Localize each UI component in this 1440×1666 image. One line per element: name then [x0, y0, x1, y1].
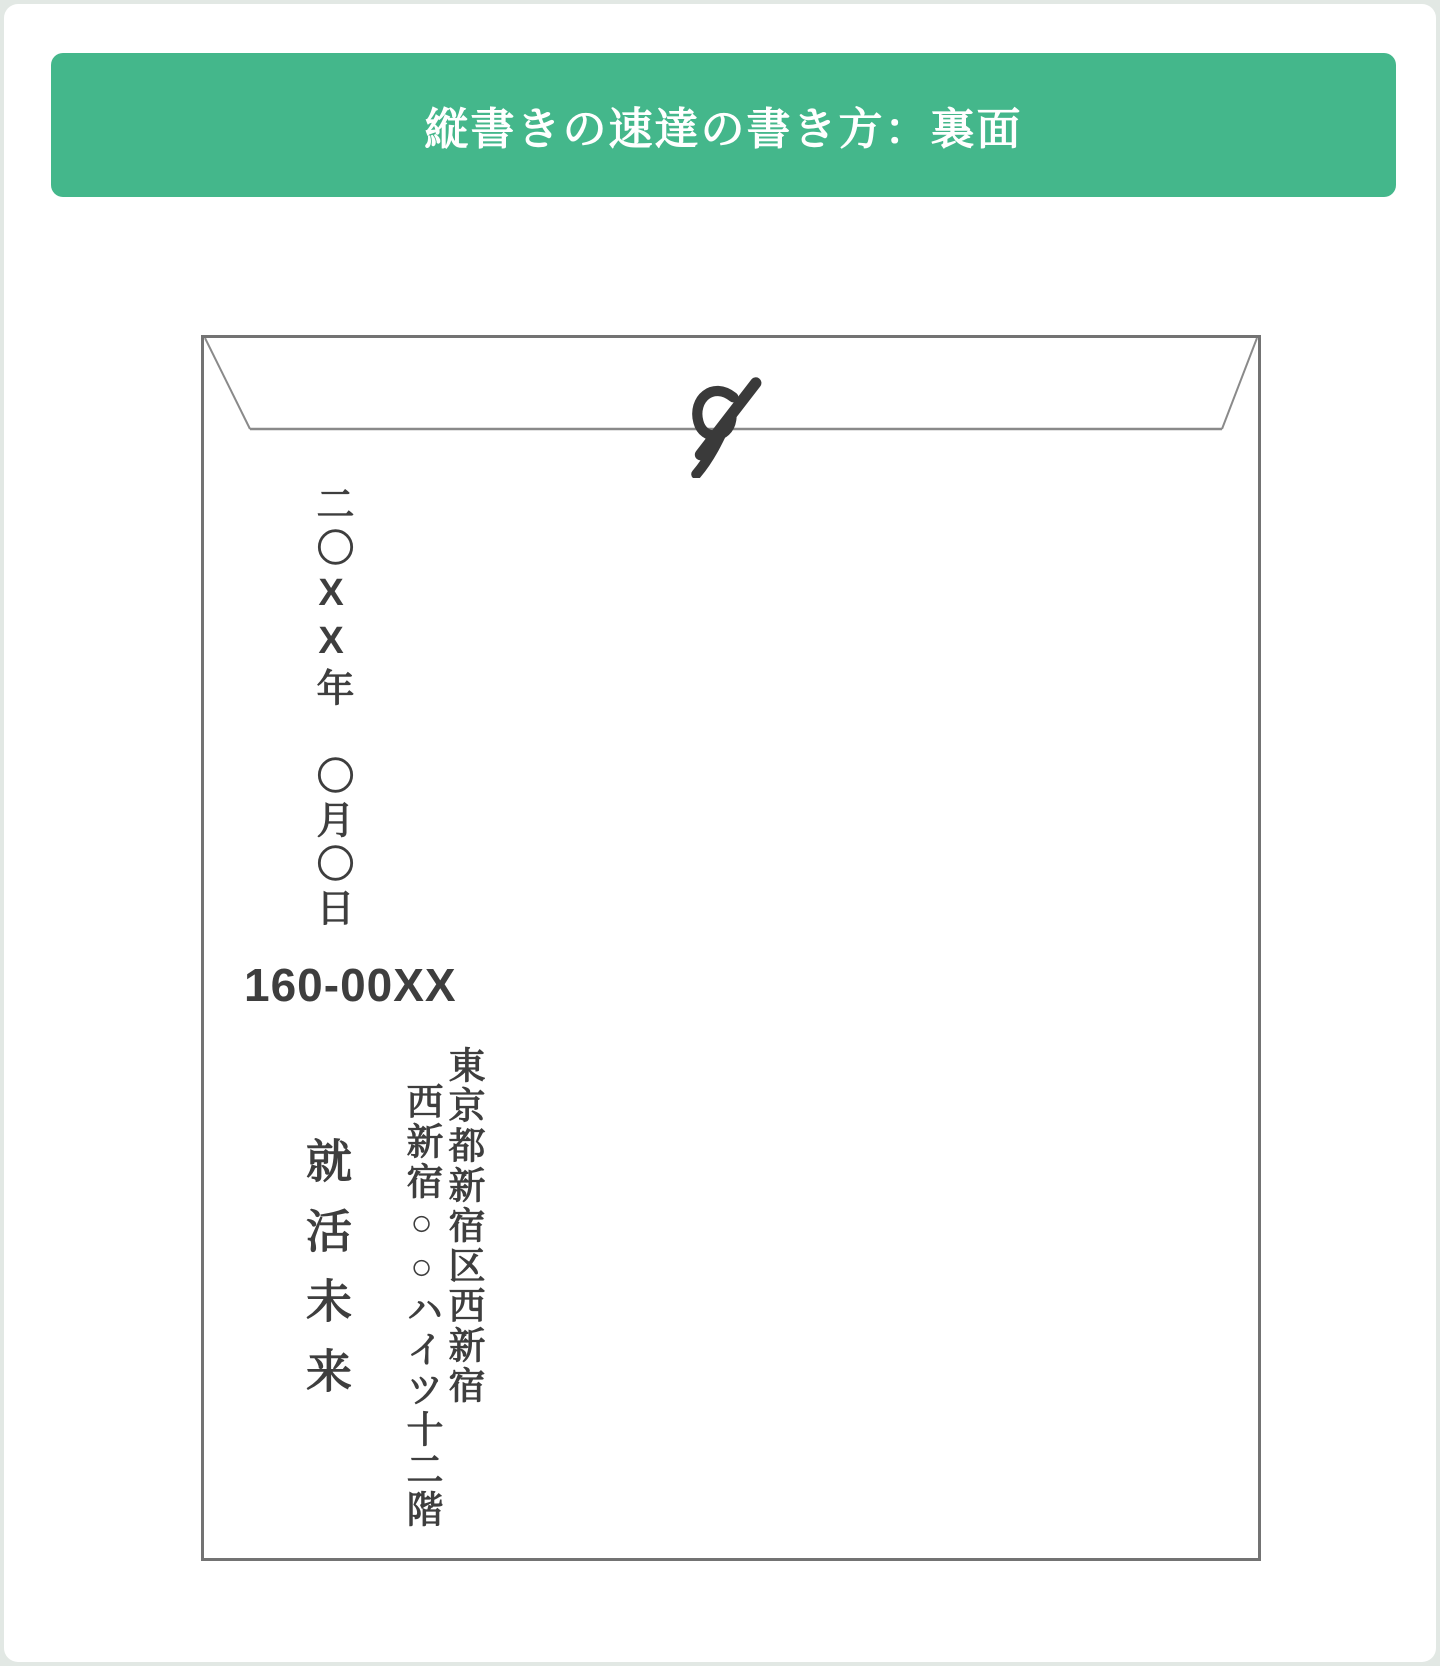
sender-name: 就活未来	[300, 1137, 352, 1417]
sender-address-line-2: 西新宿○○ハイツ十二階	[401, 1082, 442, 1530]
shime-seal-icon	[682, 374, 764, 478]
header-banner	[51, 53, 1396, 197]
sending-date-text: 二〇XX年 〇月〇日	[310, 484, 352, 932]
page-title: 縦書きの速達の書き方：裏面	[424, 105, 1023, 154]
sender-postal-code: 160-00XX	[244, 959, 457, 1011]
envelope-back-diagram	[201, 335, 1261, 1561]
content-sheet	[4, 4, 1436, 1662]
sender-address-line-1: 東京都新宿区西新宿	[443, 1046, 484, 1406]
